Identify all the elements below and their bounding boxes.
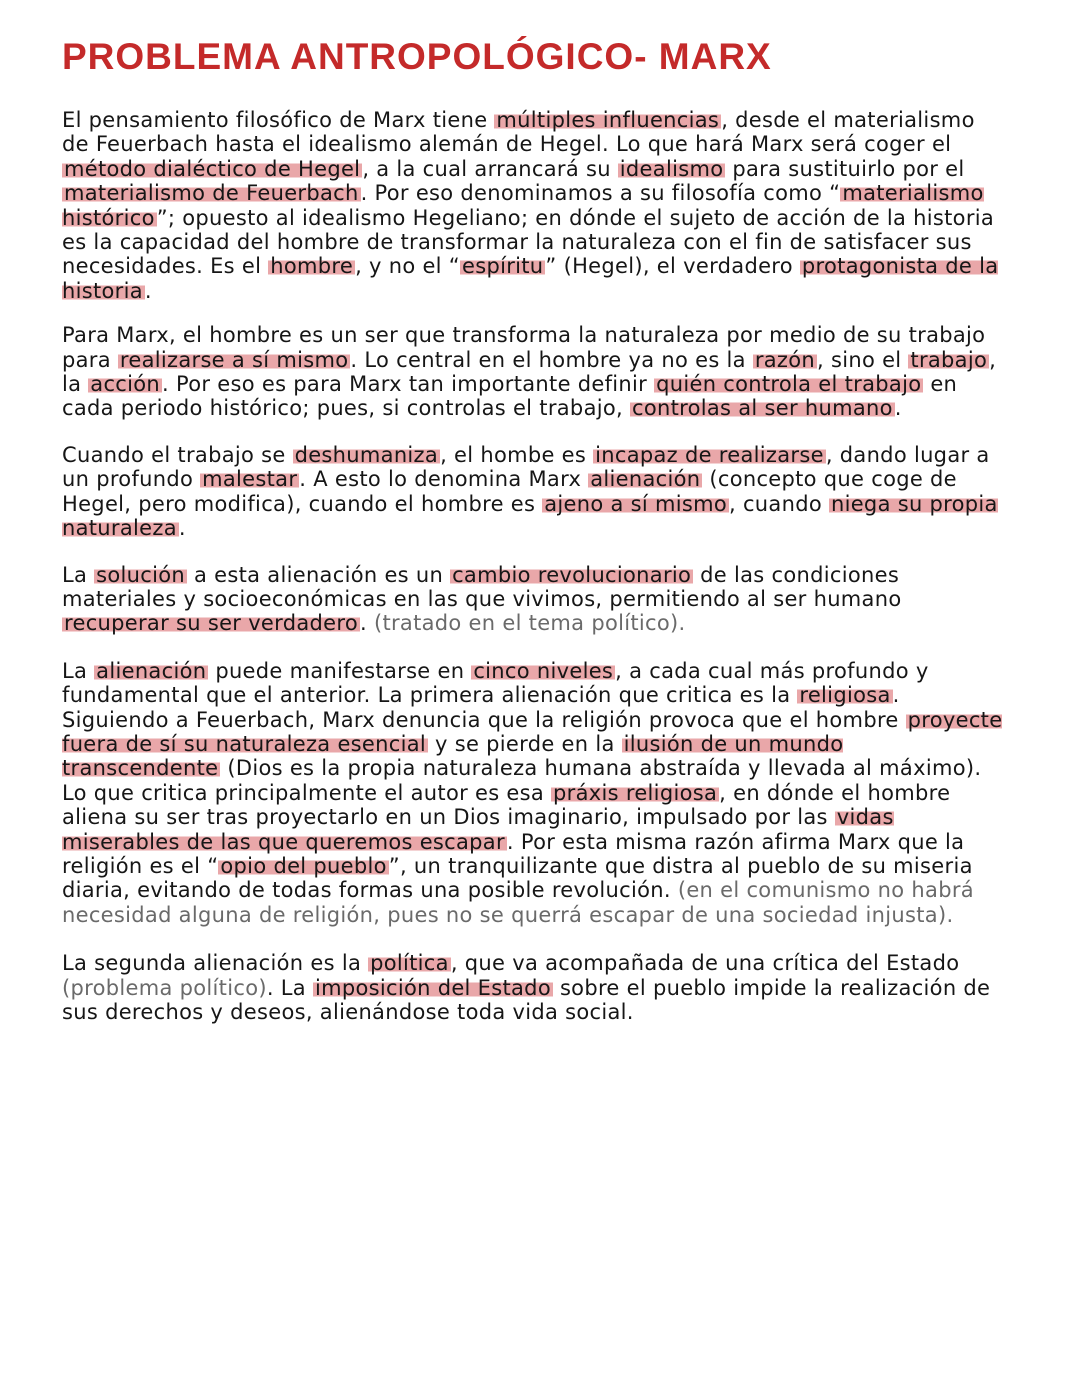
body-text: Cuando el trabajo se	[62, 442, 293, 467]
body-text: , dando lugar a un profundo	[62, 442, 990, 492]
highlighted-text: realizarse a sí mismo	[119, 347, 349, 372]
body-text: ”; opuesto al idealismo Hegeliano; en dónde el sujeto de acción de la historia es la capacidad del hombre de transformar la naturaleza con el fin de satisfacer sus necesidades. Es el	[62, 205, 995, 279]
side-note-text: (tratado en el tema político).	[373, 611, 686, 636]
paragraph-materialismo-historico	[62, 108, 1008, 303]
body-text: .	[144, 278, 152, 303]
highlighted-text: proyecte fuera de sí su naturaleza esencial	[62, 707, 1003, 756]
body-text: a esta alienación es un	[187, 562, 451, 587]
body-text: . A esto lo denomina Marx	[299, 467, 589, 492]
highlighted-text: práxis religiosa	[553, 780, 718, 805]
highlighted-text: idealismo	[619, 156, 724, 181]
highlighted-text: alienación	[96, 658, 207, 683]
highlighted-text: ilusión de un mundo transcendente	[62, 731, 844, 781]
paragraph-alienacion-religiosa	[62, 659, 1008, 927]
body-text: . Por esta misma razón afirma Marx que la religión es el “	[62, 829, 965, 878]
body-text: , a cada cual más profundo y fundamental que el anterior. La primera alienación que critica es la	[62, 658, 929, 708]
body-text: Para Marx, el hombre es un ser que transforma la naturaleza por medio de su trabajo para	[62, 323, 986, 372]
body-text: La	[62, 562, 95, 587]
highlighted-text: deshumaniza	[294, 442, 439, 467]
highlighted-text: ajeno a sí mismo	[544, 491, 728, 516]
body-text: , y no el “	[355, 254, 460, 279]
body-text: para sustituirlo por el	[725, 156, 965, 181]
highlighted-text: opio del pueblo	[220, 853, 387, 878]
highlighted-text: quién controla el trabajo	[656, 372, 922, 397]
highlighted-text: política	[370, 951, 449, 976]
body-text: , sino el	[817, 347, 909, 372]
body-text: .	[360, 611, 374, 636]
body-text: , cuando	[729, 491, 829, 516]
body-text: de las condiciones materiales y socioeconómicas en las que vivimos, permitiendo al ser humano	[62, 562, 902, 611]
highlighted-text: protagonista de la historia	[62, 254, 999, 303]
body-text: . Por eso denominamos a su filosofía como “	[360, 181, 841, 206]
paragraph-alienacion-politica	[62, 951, 1008, 1024]
body-text: (concepto que coge de Hegel, pero modifica), cuando el hombre es	[62, 467, 957, 516]
body-text: La	[62, 658, 95, 683]
body-text: , la	[62, 347, 997, 397]
highlighted-text: método dialéctico de Hegel	[64, 156, 361, 181]
paragraph-trabajo	[62, 323, 1008, 421]
body-text: El pensamiento filosófico de Marx tiene	[62, 108, 495, 132]
body-text: . Por eso es para Marx tan importante definir	[162, 372, 655, 397]
highlighted-text: materialismo de Feuerbach	[64, 181, 359, 206]
body-text: puede manifestarse en	[208, 658, 472, 683]
highlighted-text: malestar	[202, 467, 298, 492]
highlighted-text: imposición del Estado	[314, 975, 551, 1000]
highlighted-text: materialismo histórico	[62, 181, 984, 230]
paragraph-alienacion	[62, 443, 1008, 541]
highlighted-text: razón	[754, 347, 816, 372]
side-note-text: (problema político)	[62, 975, 267, 1000]
body-text: en cada periodo histórico; pues, si controlas el trabajo,	[62, 372, 958, 421]
highlighted-text: solución	[96, 562, 186, 587]
body-text: La segunda alienación es la	[62, 951, 369, 976]
paragraph-solucion	[62, 563, 1008, 636]
body-text: , en dónde el hombre aliena su ser tras proyectarlo en un Dios imaginario, impulsado por las	[62, 780, 951, 830]
notes-body	[62, 108, 1008, 1024]
body-text: y se pierde en la	[428, 731, 622, 756]
body-text: .	[894, 396, 902, 421]
body-text: . Lo central en el hombre ya no es la	[350, 347, 753, 372]
highlighted-text: múltiples influencias	[496, 108, 720, 132]
body-text: . La	[266, 975, 313, 1000]
highlighted-text: hombre	[270, 254, 354, 279]
highlighted-text: espíritu	[461, 254, 544, 279]
body-text: , desde el materialismo de Feuerbach hasta el idealismo alemán de Hegel. Lo que hará Marx será coger el	[62, 108, 975, 157]
highlighted-text: religiosa	[799, 683, 891, 708]
body-text: (Dios es la propia naturaleza humana abstraída y llevada al máximo). Lo que critica principalmente el autor es esa	[62, 756, 982, 805]
highlighted-text: cambio revolucionario	[452, 562, 692, 587]
highlighted-text: cinco niveles	[473, 658, 614, 683]
body-text: .	[178, 516, 186, 541]
highlighted-text: niega su propia naturaleza	[62, 491, 998, 541]
highlighted-text: controlas al ser humano	[631, 396, 893, 421]
body-text: , que va acompañada de una crítica del Estado	[450, 951, 960, 976]
highlighted-text: acción	[90, 372, 161, 397]
page-title: PROBLEMA ANTROPOLÓGICO- MARX	[62, 36, 772, 77]
body-text: . Siguiendo a Feuerbach, Marx denuncia que la religión provoca que el hombre	[62, 683, 906, 732]
highlighted-text: alienación	[590, 467, 701, 492]
body-text: sobre el pueblo impide la realización de sus derechos y deseos, alienándose toda vida social.	[62, 975, 991, 1024]
side-note-text: (en el comunismo no habrá necesidad alguna de religión, pues no se querrá escapar de una sociedad injusta).	[62, 878, 974, 927]
body-text: , el hombe es	[440, 442, 594, 467]
body-text: ”, un tranquilizante que distra al pueblo de su miseria diaria, evitando de todas formas una posible revolución.	[62, 853, 973, 903]
highlighted-text: vidas miserables de las que queremos escapar	[62, 805, 894, 854]
body-text: ” (Hegel), el verdadero	[545, 254, 800, 279]
highlighted-text: trabajo	[910, 347, 988, 372]
highlighted-text: recuperar su ser verdadero	[64, 611, 358, 636]
highlighted-text: incapaz de realizarse	[595, 442, 824, 467]
body-text: , a la cual arrancará su	[362, 156, 618, 181]
